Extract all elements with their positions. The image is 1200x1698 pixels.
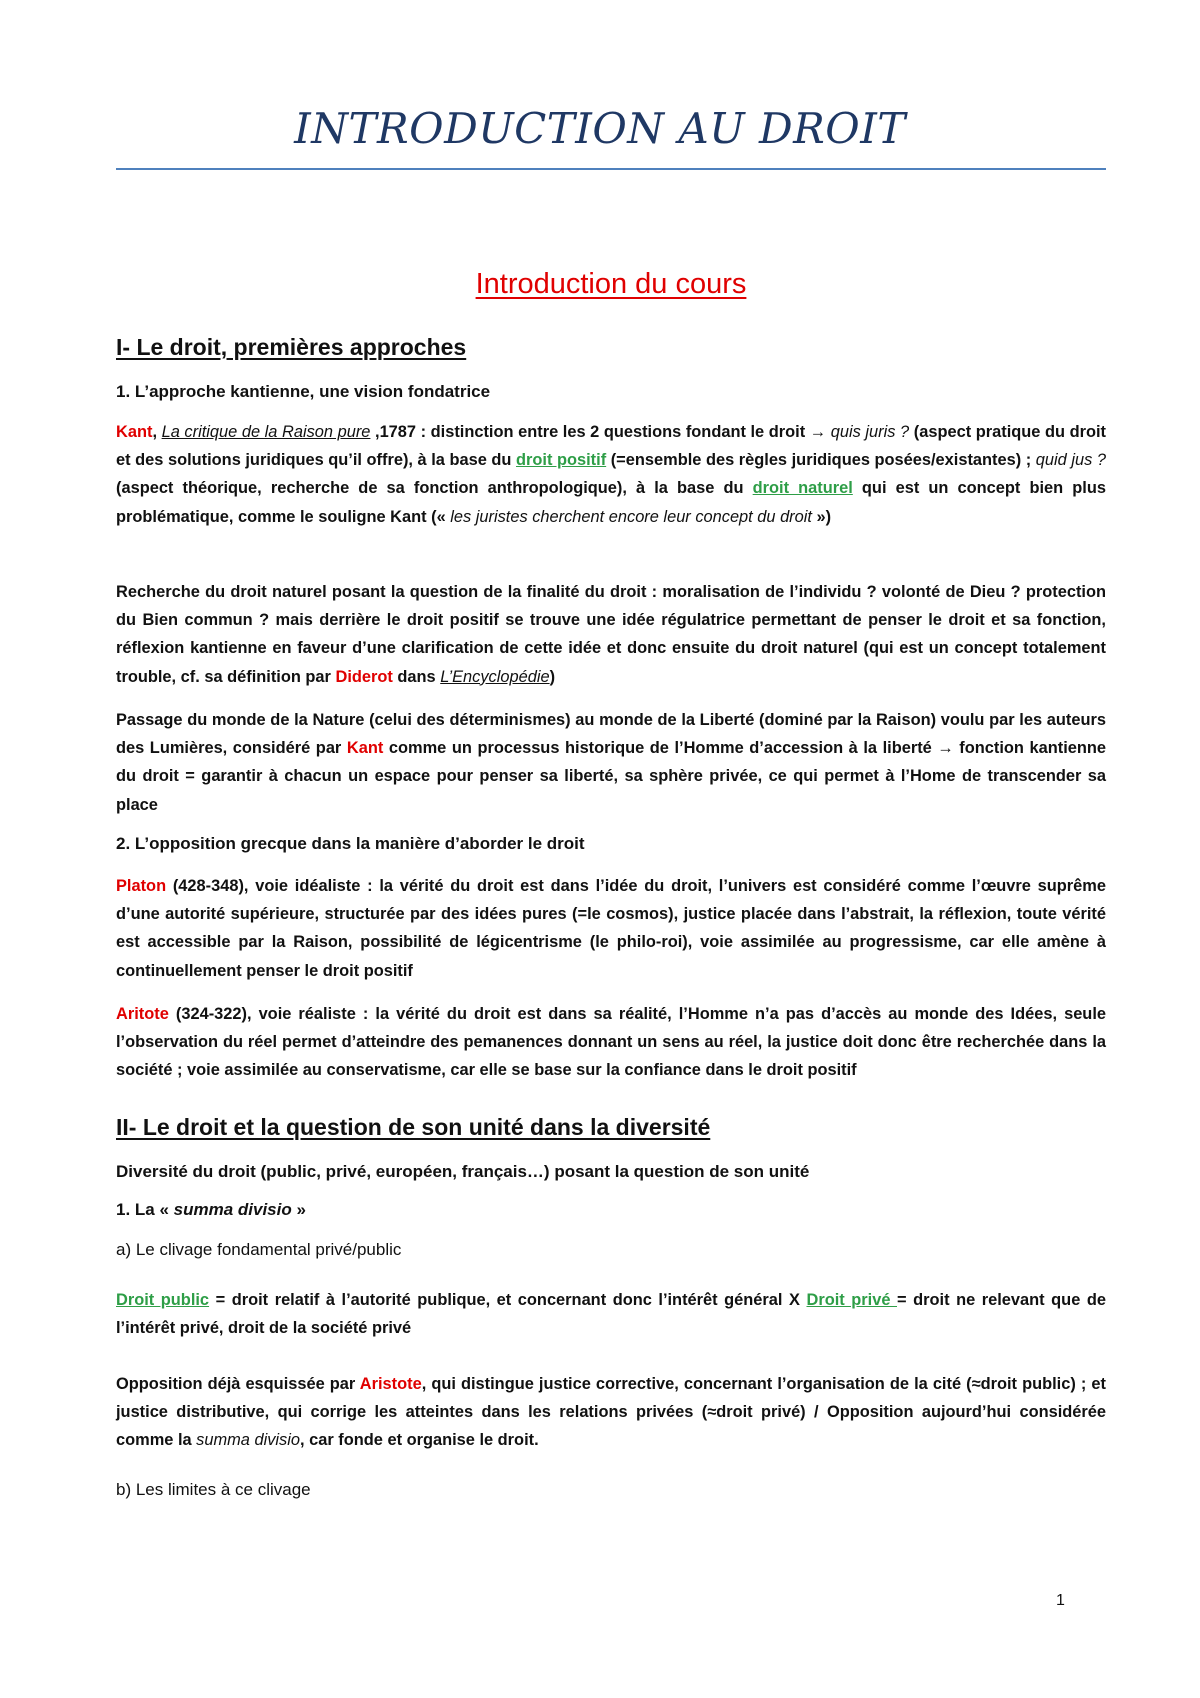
- text-span: = droit ne relevant que de l’intérêt privé, droit de la société privé: [116, 1291, 1106, 1338]
- subsection-b-heading: b) Les limites à ce clivage: [116, 1480, 311, 1499]
- paragraph-aristote: [116, 1370, 1106, 1455]
- name-kant: Kant: [116, 423, 153, 441]
- text-span: comme un processus historique de l’Homme d’accession à la liberté → fonction kantienne du droit = garantir à chacun un espace pour penser sa liberté, sa sphère privée, ce qui permet à l’Home de transcender sa place: [116, 739, 1107, 814]
- quid-jus: quid jus ?: [1035, 451, 1106, 470]
- text-span: (aspect pratique du droit et des solutions juridiques qu’il offre), à la base du: [116, 423, 1107, 470]
- paragraph-public-prive: [116, 1286, 1106, 1342]
- encyclopedie-title: L’Encyclopédie: [440, 667, 550, 686]
- text-span: ,1787 : distinction entre les 2 questions fondant le droit →: [370, 423, 831, 441]
- name-aristote: Aristote: [359, 1375, 422, 1393]
- text-span: (=ensemble des règles juridiques posées/existantes) ;: [606, 451, 1036, 470]
- text-span: Opposition déjà esquissée par: [116, 1375, 360, 1393]
- text-span: Passage du monde de la Nature (celui des déterminismes) au monde de la Liberté (dominé par la Raison) voulu par les auteurs des Lumières, considéré par: [116, 711, 1106, 758]
- text-span: ): [549, 667, 556, 686]
- term-droit-naturel: droit naturel: [752, 479, 853, 498]
- subsection-2-1-heading: [116, 1200, 1106, 1220]
- name-aritote: Aritote: [116, 1005, 169, 1023]
- kant-quote: les juristes cherchent encore leur concept du droit: [450, 507, 812, 526]
- text-span: Recherche du droit naturel posant la question de la finalité du droit : moralisation de l’individu ? volonté de Dieu ? protection du Bien commun ? mais derrière le droit positif se trouve une idée régulatrice permettant de penser le droit et sa fonction, réflexion kantienne en faveur d’une clarification de cette idée et donc ensuite du droit naturel (qui est un concept totalement trouble, cf. sa définition par: [116, 583, 1106, 686]
- section-2-intro: Diversité du droit (public, privé, européen, français…) posant la question de son unité: [116, 1162, 810, 1181]
- quis-juris: quis juris ?: [830, 423, 910, 441]
- paragraph-droit-naturel: [116, 578, 1106, 691]
- term-droit-positif: droit positif: [516, 451, 607, 470]
- term-droit-prive: Droit privé: [806, 1291, 897, 1309]
- course-heading: Introduction du cours: [475, 268, 747, 300]
- text-span: (324-322), voie réaliste : la vérité du droit est dans sa réalité, l’Homme n’a pas d’accès au monde des Idées, seule l’observation du réel permet d’atteindre des pemanences donnant un sens au réel, la justice doit donc être recherchée dans la société ; voie assimilée au conservatisme, car elle se base sur la confiance dans le droit positif: [116, 1005, 1106, 1080]
- text-span: , car fonde et organise le droit.: [300, 1431, 539, 1450]
- subsection-a-heading: a) Le clivage fondamental privé/public: [116, 1240, 402, 1259]
- page-number: 1: [1056, 1592, 1065, 1609]
- text-span: , qui distingue justice corrective, concernant l’organisation de la cité (≈droit public) ; et justice distributive, qui corrige les atteintes dans les relations privées (≈droit privé) / Opposition aujourd’hui considérée comme la: [116, 1375, 1106, 1450]
- term-droit-public: Droit public: [116, 1291, 210, 1309]
- text-span: 1. La «: [116, 1200, 174, 1219]
- paragraph-kant: [116, 418, 1106, 531]
- section-1-heading: I- Le droit, premières approches: [116, 334, 467, 360]
- name-diderot: Diderot: [335, 667, 393, 686]
- text-span: dans: [392, 667, 441, 686]
- document-title: INTRODUCTION AU DROIT: [294, 104, 906, 153]
- name-platon: Platon: [116, 877, 167, 895]
- summa-divisio-term: summa divisio: [196, 1431, 301, 1450]
- text-span: (428-348), voie idéaliste : la vérité du droit est dans l’idée du droit, l’univers est considéré comme l’œuvre suprême d’une autorité supérieure, structurée par des idées pures (=le cosmos), justice placée dans l’abstrait, la réflexion, toute vérité est accessible par la Raison, possibilité de légicentrisme (le philo-roi), voie assimilée au progressisme, car elle amène à continuellement penser le droit positif: [116, 877, 1106, 980]
- subsection-1-1-heading: 1. L’approche kantienne, une vision fondatrice: [116, 382, 491, 401]
- name-kant: Kant: [346, 739, 384, 758]
- text-span: (aspect théorique, recherche de sa fonction anthropologique), à la base du: [116, 479, 753, 498]
- paragraph-nature-liberte: [116, 706, 1106, 819]
- text-span: = droit relatif à l’autorité publique, et concernant donc l’intérêt général X: [209, 1291, 807, 1309]
- subsection-1-2-heading: 2. L’opposition grecque dans la manière d’aborder le droit: [116, 834, 585, 853]
- text-span: qui est un concept bien plus problématique, comme le souligne Kant («: [116, 479, 1106, 526]
- paragraph-aritote: [116, 1000, 1106, 1085]
- text-span: »: [291, 1200, 306, 1219]
- paragraph-platon: [116, 872, 1106, 985]
- title-divider: [116, 168, 1106, 170]
- summa-divisio-term: summa divisio: [173, 1200, 292, 1219]
- section-2-heading: II- Le droit et la question de son unité dans la diversité: [116, 1114, 711, 1140]
- book-title: La critique de la Raison pure: [161, 423, 371, 441]
- text-span: »): [811, 507, 832, 526]
- text-span: ,: [152, 423, 162, 441]
